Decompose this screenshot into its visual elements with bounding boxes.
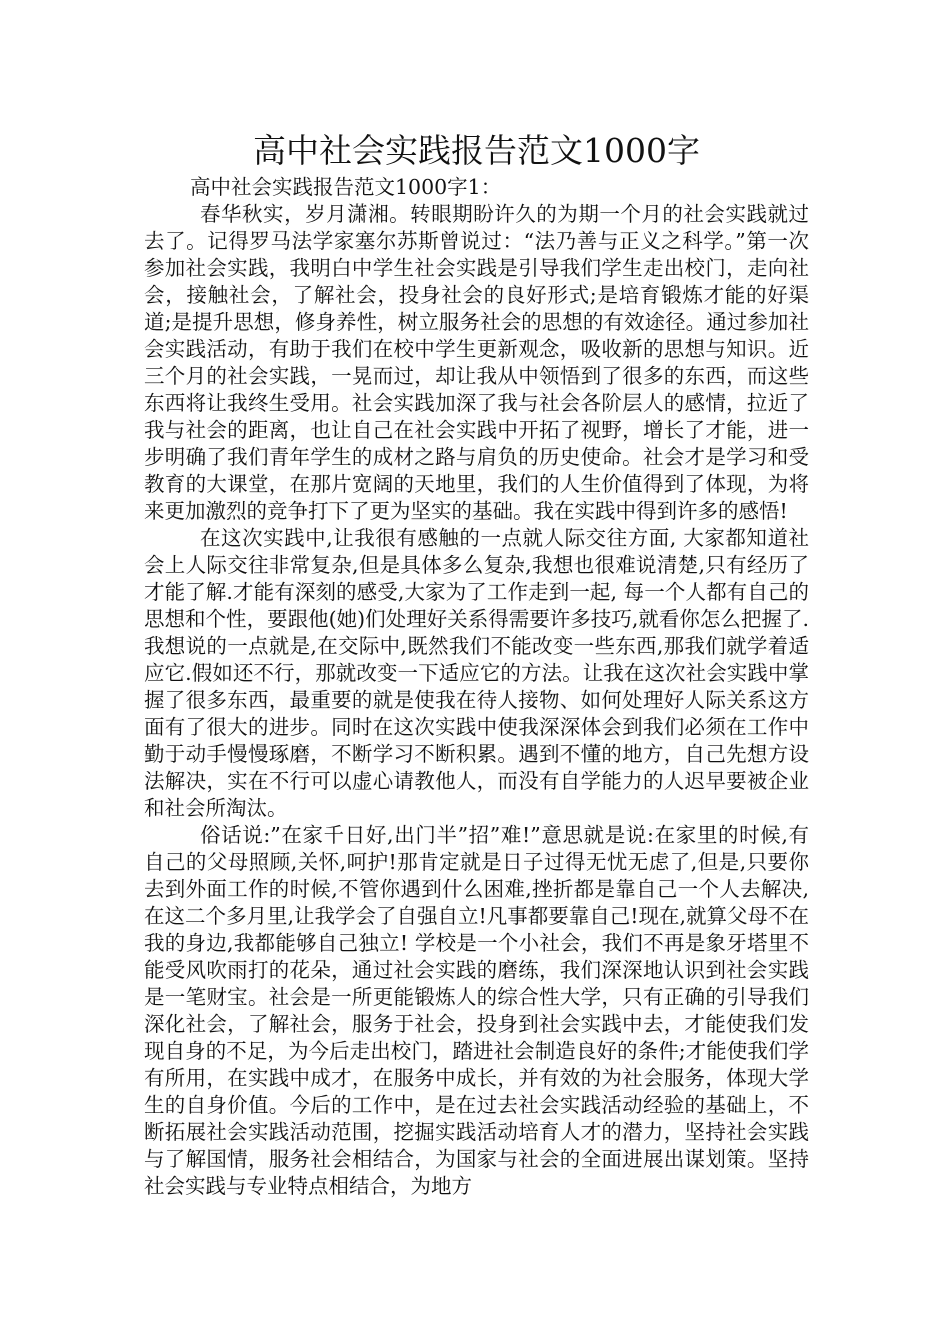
paragraph-1: 春华秋实，岁月潇湘。转眼期盼许久的为期一个月的社会实践就过去了。记得罗马法学家塞尔苏斯曾说过：“法乃善与正义之科学。”第一次参加社会实践，我明白中学生社会实践是引导我们学生走出校门，走向社会，接触社会，了解社会，投身社会的良好形式;是培育锻炼才能的好渠道;是提升思想，修身养性，树立服务社会的思想的有效途径。通过参加社会实践活动，有助于我们在校中学生更新观念，吸收新的思想与知识。近三个月的社会实践，一晃而过，却让我从中领悟到了很多的东西，而这些东西将让我终生受用。社会实践加深了我与社会各阶层人的感情，拉近了我与社会的距离，也让自己在社会实践中开拓了视野，增长了才能，进一步明确了我们青年学生的成材之路与肩负的历史使命。社会才是学习和受教育的大课堂，在那片宽阔的天地里，我们的人生价值得到了体现，为将来更加激烈的竞争打下了更为坚实的基础。我在实践中得到许多的感悟! [144,202,809,523]
paragraph-3: 俗话说:”在家千日好,出门半”招”难!”意思就是说:在家里的时候,有自己的父母照顾,关怀,呵护!那肯定就是日子过得无忧无虑了,但是,只要你去到外面工作的时候,不管你遇到什么困难,挫折都是靠自己一个人去解决,在这二个多月里,让我学会了自强自立!凡事都要靠自己!现在,就算父母不在我的身边,我都能够自己独立! 学校是一个小社会，我们不再是象牙塔里不能受风吹雨打的花朵，通过社会实践的磨练，我们深深地认识到社会实践是一笔财宝。社会是一所更能锻炼人的综合性大学，只有正确的引导我们深化社会，了解社会，服务于社会，投身到社会实践中去，才能使我们发现自身的不足，为今后走出校门，踏进社会制造良好的条件;才能使我们学有所用，在实践中成才，在服务中成长，并有效的为社会服务，体现大学生的自身价值。今后的工作中，是在过去社会实践活动经验的基础上，不断拓展社会实践活动范围，挖掘实践活动培育人才的潜力，坚持社会实践与了解国情，服务社会相结合，为国家与社会的全面进展出谋划策。坚持社会实践与专业特点相结合，为地方 [144,823,810,1198]
document-subtitle: 高中社会实践报告范文1000字1： [190,175,502,199]
paragraph-2: 在这次实践中,让我很有感触的一点就人际交往方面, 大家都知道社会上人际交往非常复杂,但是具体多么复杂,我想也很难说清楚,只有经历了才能了解.才能有深刻的感受,大家为了工作走到一起, 每一个人都有自己的思想和个性，要跟他(她)们处理好关系得需要许多技巧,就看你怎么把握了.我想说的一点就是,在交际中,既然我们不能改变一些东西,那我们就学着适应它.假如还不行，那就改变一下适应它的方法。让我在这次社会实践中掌握了很多东西，最重要的就是使我在待人接物、如何处理好人际关系这方面有了很大的进步。同时在这次实践中使我深深体会到我们必须在工作中勤于动手慢慢琢磨，不断学习不断积累。遇到不懂的地方，自己先想方设法解决，实在不行可以虚心请教他人，而没有自学能力的人迟早要被企业和社会所淘汰。 [144,526,809,820]
document-title: 高中社会实践报告范文1000字 [253,131,700,170]
document-body [144,128,809,1200]
